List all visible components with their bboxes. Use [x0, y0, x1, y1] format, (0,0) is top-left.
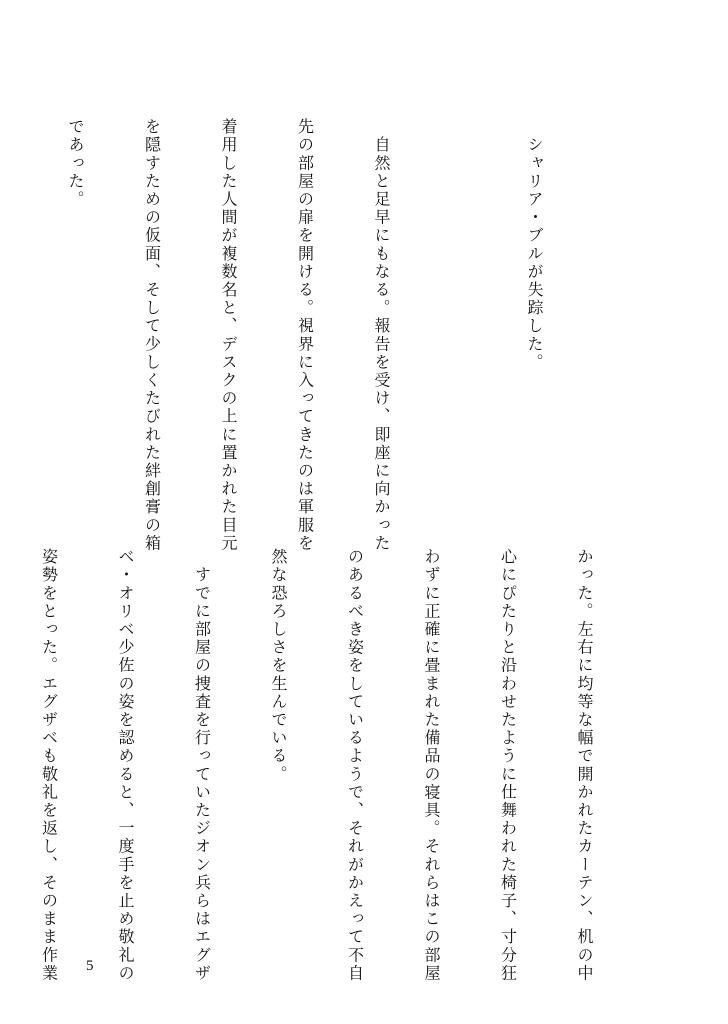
page-number: 5 [86, 958, 94, 974]
text-line: 自然と足早にもなる。報告を受け、即座に向かった [372, 118, 391, 553]
text-line: を隠すための仮面、そして少しくたびれた絆創膏の箱 [142, 118, 162, 553]
text-line: のあるべき姿をしているようで、それがかえって不自 [345, 548, 365, 983]
text-line [445, 118, 471, 518]
lower-text-block [39, 548, 648, 983]
text-line: 着用した人間が複数名と、デスクの上に置かれた目元 [219, 118, 238, 553]
text-line: であった。 [66, 118, 85, 209]
text-line: ベ・オリベ少佐の姿を認めると、一度手を止め敬礼の [116, 548, 135, 983]
text-line: かった。左右に均等な幅で開かれたカーテン、机の中 [575, 548, 594, 983]
text-line: 然な恐ろしさを生んでいる。 [269, 548, 288, 784]
text-line: わずに正確に畳まれた備品の寝具。それらはこの部屋 [422, 548, 441, 983]
text-line: 先の部屋の扉を開ける。視界に入ってきたのは軍服を [295, 118, 315, 553]
upper-text-block [66, 118, 598, 553]
text-line: シャリア・ブルが失踪した。 [525, 118, 544, 372]
text-line [0, 118, 12, 518]
text-line: すでに部屋の捜査を行っていたジオン兵らはエグザ [192, 548, 212, 983]
text-line: 姿勢をとった。エグザベも敬礼を返し、そのまま作業 [39, 548, 59, 983]
text-line: 心にぴたりと沿わせたように仕舞われた椅子、寸分狂 [498, 548, 518, 983]
